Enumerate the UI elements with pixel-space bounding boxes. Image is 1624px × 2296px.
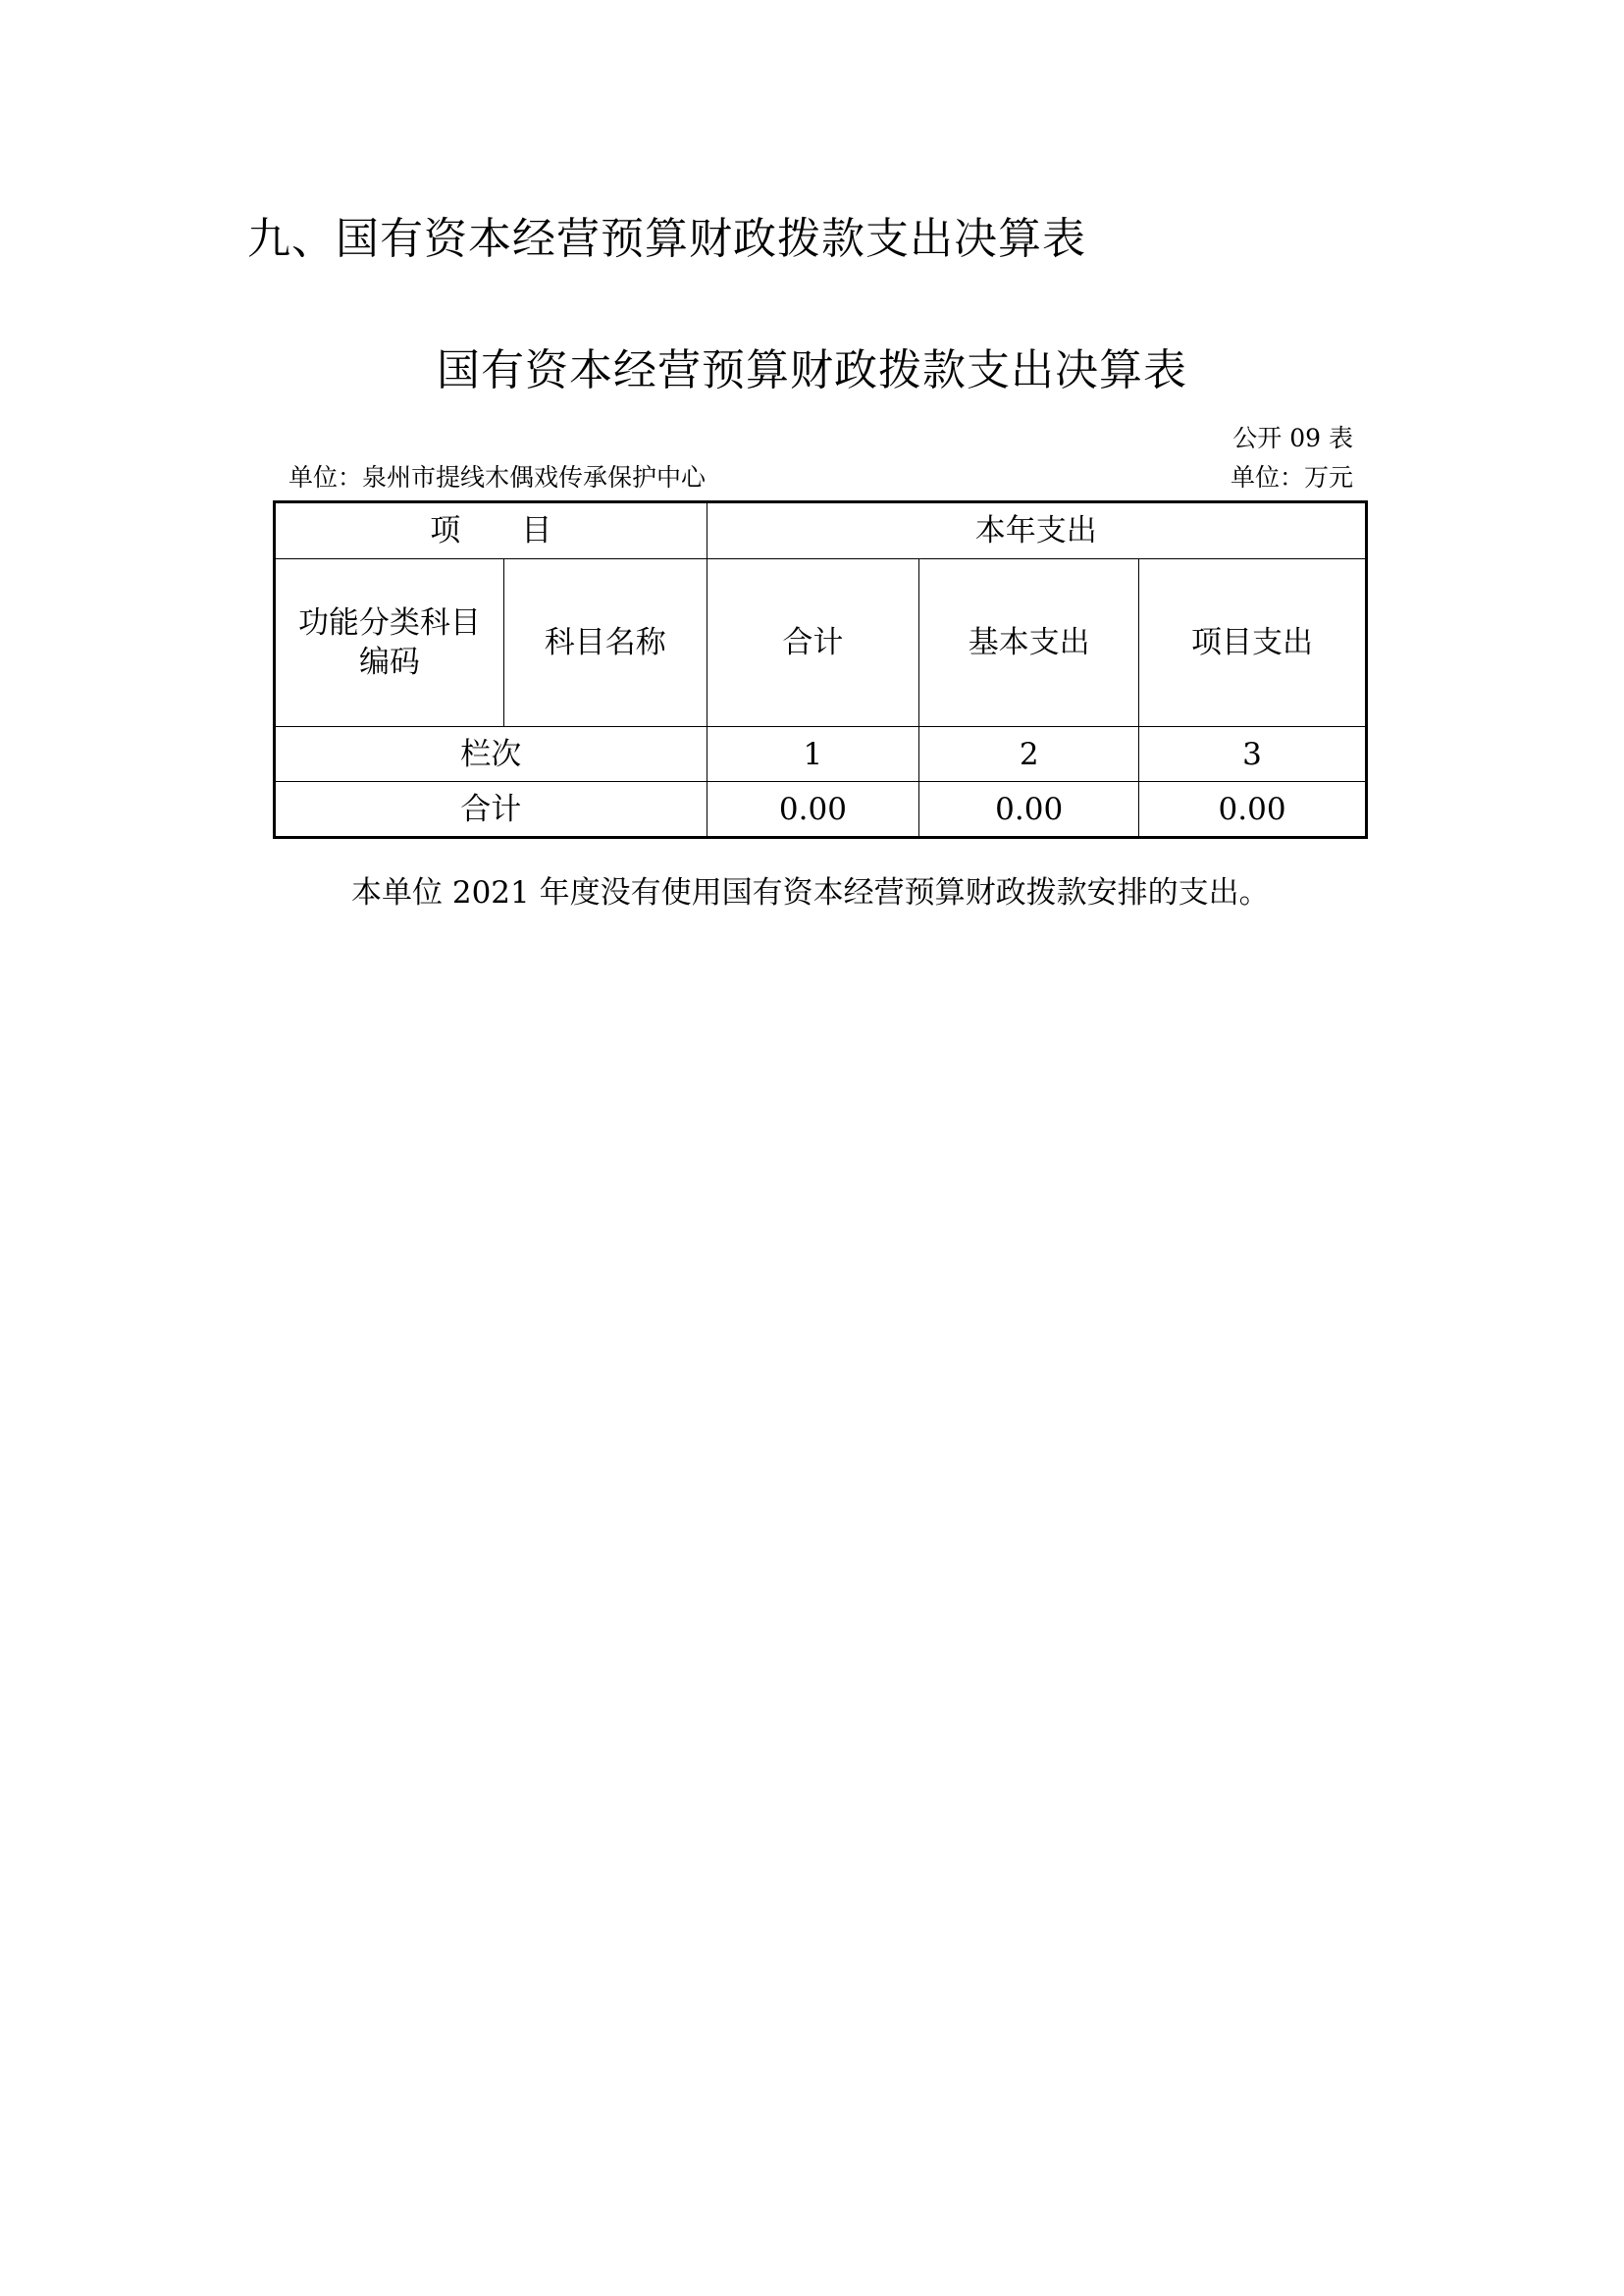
row-total-label: 合计 bbox=[460, 791, 522, 827]
header-expense-cell bbox=[707, 502, 1366, 559]
row-total-value: 0.00 bbox=[778, 791, 847, 827]
row-index-value: 3 bbox=[1242, 736, 1262, 772]
section-heading: 九、国有资本经营预算财政拨款支出决算表 bbox=[247, 214, 1086, 264]
col-project-cell bbox=[1139, 559, 1367, 727]
row-index-cell bbox=[919, 727, 1139, 782]
row-index-cell bbox=[707, 727, 919, 782]
row-total-label-cell bbox=[275, 782, 707, 838]
row-index-label-cell bbox=[275, 727, 707, 782]
reporting-unit: 单位：泉州市提线木偶戏传承保护中心 bbox=[288, 463, 707, 492]
col-code-label: 功能分类科目编码 bbox=[297, 605, 481, 680]
row-index-label: 栏次 bbox=[460, 736, 522, 772]
col-total-cell bbox=[707, 559, 919, 727]
header-item-label: 项 目 bbox=[430, 513, 552, 548]
row-total-cell bbox=[707, 782, 919, 838]
table-code: 公开 09 表 bbox=[1232, 424, 1353, 452]
col-name-label: 科目名称 bbox=[544, 625, 666, 660]
col-basic-label: 基本支出 bbox=[968, 625, 1090, 660]
currency-unit: 单位：万元 bbox=[1230, 463, 1353, 492]
row-total-cell bbox=[919, 782, 1139, 838]
row-index-value: 1 bbox=[803, 736, 823, 772]
col-total-label: 合计 bbox=[782, 625, 844, 660]
col-basic-cell bbox=[919, 559, 1139, 727]
col-project-label: 项目支出 bbox=[1191, 625, 1314, 660]
row-index-cell bbox=[1139, 727, 1367, 782]
table-note: 本单位 2021 年度没有使用国有资本经营预算财政拨款安排的支出。 bbox=[351, 875, 1270, 911]
row-total-value: 0.00 bbox=[995, 791, 1064, 827]
row-index-value: 2 bbox=[1019, 736, 1039, 772]
table-header-row bbox=[275, 502, 1367, 559]
col-name-cell bbox=[503, 559, 707, 727]
table-title: 国有资本经营预算财政拨款支出决算表 bbox=[437, 345, 1187, 395]
budget-expenditure-table bbox=[273, 500, 1368, 839]
header-item-cell bbox=[275, 502, 707, 559]
col-code-cell bbox=[275, 559, 504, 727]
table-subheader-row bbox=[275, 559, 1367, 727]
table-row bbox=[275, 727, 1367, 782]
row-total-cell bbox=[1139, 782, 1367, 838]
header-expense-label: 本年支出 bbox=[974, 513, 1097, 548]
table-row bbox=[275, 782, 1367, 838]
row-total-value: 0.00 bbox=[1218, 791, 1286, 827]
